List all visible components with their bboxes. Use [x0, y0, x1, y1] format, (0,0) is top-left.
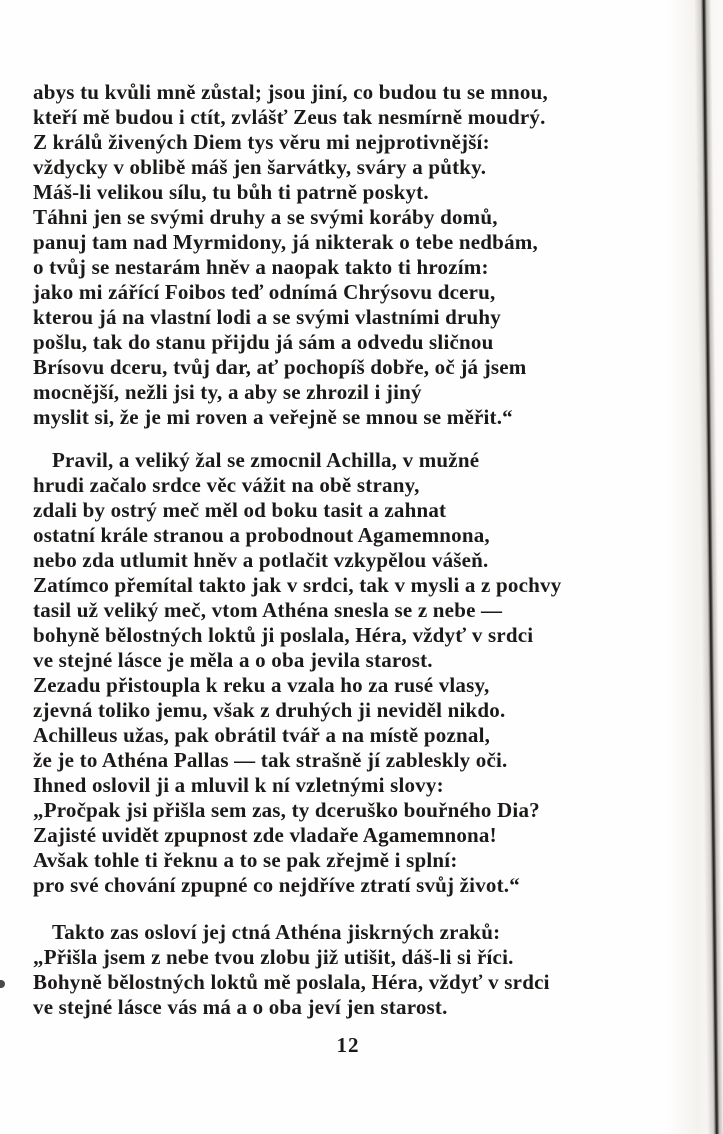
verse-line: Zajisté uvidět zpupnost zde vladaře Agamemnona! [33, 823, 497, 847]
verse-line: hrudi začalo srdce věc vážit na obě strany, [33, 473, 420, 497]
verse-line: tasil už veliký meč, vtom Athéna snesla se z nebe — [33, 598, 503, 622]
page-number: 12 [336, 1033, 360, 1057]
verse-line: kteří mě budou i ctít, zvlášť Zeus tak nesmírně moudrý. [33, 105, 546, 129]
text-column [33, 80, 633, 1020]
verse-line: kterou já na vlastní lodi a se svými vlastními druhy [33, 305, 501, 329]
verse-line: mocnější, nežli jsi ty, a aby se zhrozil i jiný [33, 380, 422, 404]
verse-paragraph [33, 920, 633, 1020]
verse-line: pro své chování zpupné co nejdříve ztratí svůj život.“ [33, 873, 520, 897]
verse-line: abys tu kvůli mně zůstal; jsou jiní, co budou tu se mnou, [33, 80, 548, 104]
verse-line: Avšak tohle ti řeknu a to se pak zřejmě i splní: [33, 848, 458, 872]
verse-line: Zezadu přistoupla k reku a vzala ho za rusé vlasy, [33, 673, 490, 697]
verse-line: ve stejné lásce je měla a o oba jevila starost. [33, 648, 433, 672]
verse-line: Máš-li velikou sílu, tu bůh ti patrně poskyt. [33, 180, 429, 204]
verse-line: Z králů živených Diem tys věru mi nejprotivnější: [33, 130, 490, 154]
verse-line: „Přišla jsem z nebe tvou zlobu již utišit, dáš-li si říci. [33, 945, 514, 969]
scan-edge-speck [0, 980, 5, 988]
verse-line: zjevná toliko jemu, však z druhých ji neviděl nikdo. [33, 698, 506, 722]
verse-line: zdali by ostrý meč měl od boku tasit a zahnat [33, 498, 447, 522]
verse-line: Achilleus užas, pak obrátil tvář a na místě poznal, [33, 723, 491, 747]
verse-line: bohyně bělostných loktů ji poslala, Héra, vždyť v srdci [33, 623, 534, 647]
verse-line: myslit si, že je mi roven a veřejně se mnou se měřit.“ [33, 405, 513, 429]
verse-line: panuj tam nad Myrmidony, já nikterak o tebe nedbám, [33, 230, 538, 254]
verse-line: ve stejné lásce vás má a o oba jeví jen starost. [33, 995, 448, 1019]
verse-line: jako mi zářící Foibos teď odnímá Chrýsovu dceru, [33, 280, 496, 304]
verse-line: nebo zda utlumit hněv a potlačit vzkypělou vášeň. [33, 548, 489, 572]
verse-line: Táhni jen se svými druhy a se svými koráby domů, [33, 205, 498, 229]
verse-line: Takto zas osloví jej ctná Athéna jiskrných zraků: [52, 920, 501, 944]
verse-line: pošlu, tak do stanu přijdu já sám a odvedu sličnou [33, 330, 494, 354]
scan-gutter-shadow-line [694, 0, 723, 1134]
verse-line: „Pročpak jsi přišla sem zas, ty dceruško bouřného Dia? [33, 798, 540, 822]
verse-line: Pravil, a veliký žal se zmocnil Achilla, v mužné [52, 448, 480, 472]
verse-line: ostatní krále stranou a probodnout Agamemnona, [33, 523, 490, 547]
verse-paragraph [33, 448, 633, 898]
verse-line: vždycky v oblibě máš jen šarvátky, sváry a půtky. [33, 155, 487, 179]
verse-line: že je to Athéna Pallas — tak strašně jí zableskly oči. [33, 748, 508, 772]
verse-line: Zatímco přemítal takto jak v srdci, tak v mysli a z pochvy [33, 573, 562, 597]
verse-paragraph [33, 80, 633, 430]
verse-line: Bohyně bělostných loktů mě poslala, Héra, vždyť v srdci [33, 970, 550, 994]
verse-line: o tvůj se nestarám hněv a naopak takto ti hrozím: [33, 255, 489, 279]
verse-line: Brísovu dceru, tvůj dar, ať pochopíš dobře, oč já jsem [33, 355, 527, 379]
verse-line: Ihned oslovil ji a mluvil k ní vzletnými slovy: [33, 773, 444, 797]
